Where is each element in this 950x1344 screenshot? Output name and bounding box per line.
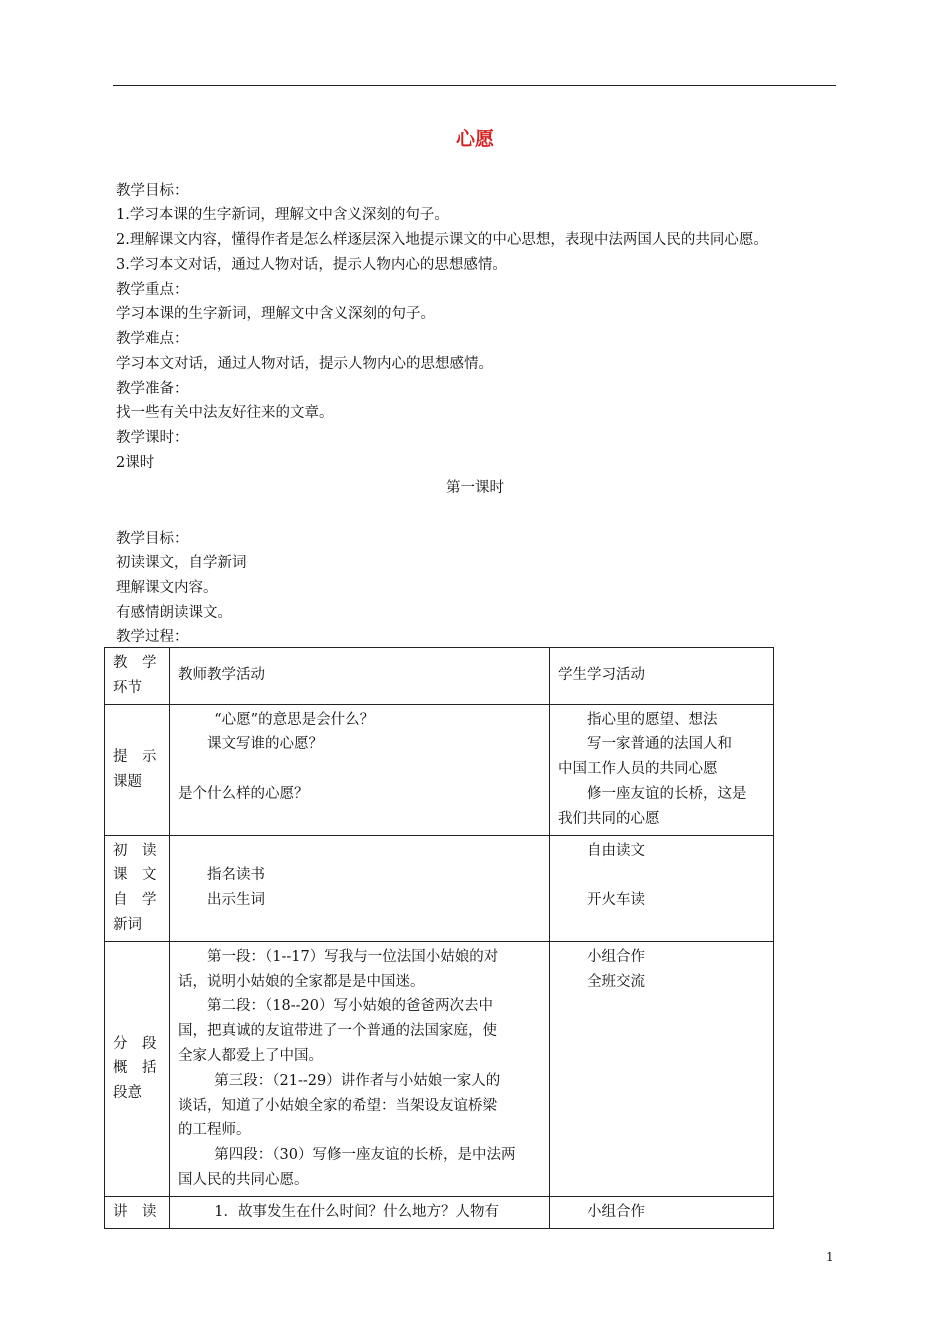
stage-cell: 讲 读 xyxy=(105,1196,170,1228)
intro-line: 教学重点： xyxy=(116,282,189,298)
table-header-row xyxy=(105,648,774,705)
intro-line: 3.学习本文对话，通过人物对话，提示人物内心的思想感情。 xyxy=(116,257,507,273)
intro-line: 找一些有关中法友好往来的文章。 xyxy=(116,405,334,421)
intro-line: 教学难点： xyxy=(116,331,189,347)
student-cell: 自由读文 开火车读 xyxy=(550,835,774,941)
student-cell: 小组合作 xyxy=(550,1196,774,1228)
table-row xyxy=(105,835,774,941)
intro-line: 教学课时： xyxy=(116,430,189,446)
teacher-header: 教师教学活动 xyxy=(170,648,550,705)
stage-cell: 分 段 概 括 段意 xyxy=(105,941,170,1196)
teacher-cell: 第一段：（1--17）写我与一位法国小姑娘的对 话，说明小姑娘的全家都是是中国迷。 第二段：（18--20）写小姑娘的爸爸两次去中 国，把真诚的友谊带进了一个普通的法国家庭，使 全家人都爱上了中国。 第三段：（21--29）讲作者与小姑娘一家人的 谈话，知道了小姑娘全家的希望：当架设友谊桥梁 的工程师。 第四段：（30）写修一座友谊的长桥，是中法两 国人民的共同心愿。 xyxy=(170,941,550,1196)
page-number: 1 xyxy=(826,1250,834,1264)
header-rule xyxy=(113,85,836,86)
student-cell: 小组合作 全班交流 xyxy=(550,941,774,1196)
lesson-table xyxy=(104,647,774,1229)
page-title: 心愿 xyxy=(455,128,494,150)
teacher-cell: 1．故事发生在什么时间？什么地方？人物有 xyxy=(170,1196,550,1228)
student-cell: 指心里的愿望、想法 写一家普通的法国人和 中国工作人员的共同心愿 修一座友谊的长桥，这是 我们共同的心愿 xyxy=(550,704,774,835)
stage-cell: 初 读 课 文 自 学 新词 xyxy=(105,835,170,941)
intro-line: 1.学习本课的生字新词，理解文中含义深刻的句子。 xyxy=(116,207,449,223)
intro-line: 学习本文对话，通过人物对话，提示人物内心的思想感情。 xyxy=(116,356,493,372)
session-line: 教学过程： xyxy=(116,629,189,645)
stage-cell: 提 示 课题 xyxy=(105,704,170,835)
stage-header: 教 学 环节 xyxy=(105,648,170,705)
session-title: 第一课时 xyxy=(446,480,504,496)
teacher-cell: 指名读书 出示生词 xyxy=(170,835,550,941)
intro-line: 2.理解课文内容，懂得作者是怎么样逐层深入地提示课文的中心思想，表现中法两国人民的共同心愿。 xyxy=(116,232,768,248)
intro-line: 2课时 xyxy=(116,455,155,471)
intro-line: 学习本课的生字新词，理解文中含义深刻的句子。 xyxy=(116,306,435,322)
session-line: 教学目标： xyxy=(116,531,189,547)
intro-line: 教学准备： xyxy=(116,381,189,397)
teacher-cell: “心愿”的意思是会什么？ 课文写谁的心愿？ 是个什么样的心愿？ xyxy=(170,704,550,835)
student-header: 学生学习活动 xyxy=(550,648,774,705)
session-line: 有感情朗读课文。 xyxy=(116,605,232,621)
intro-line: 教学目标： xyxy=(116,183,189,199)
session-line: 初读课文，自学新词 xyxy=(116,555,247,571)
table-row xyxy=(105,704,774,835)
table-row xyxy=(105,941,774,1196)
session-line: 理解课文内容。 xyxy=(116,580,218,596)
table-row xyxy=(105,1196,774,1228)
